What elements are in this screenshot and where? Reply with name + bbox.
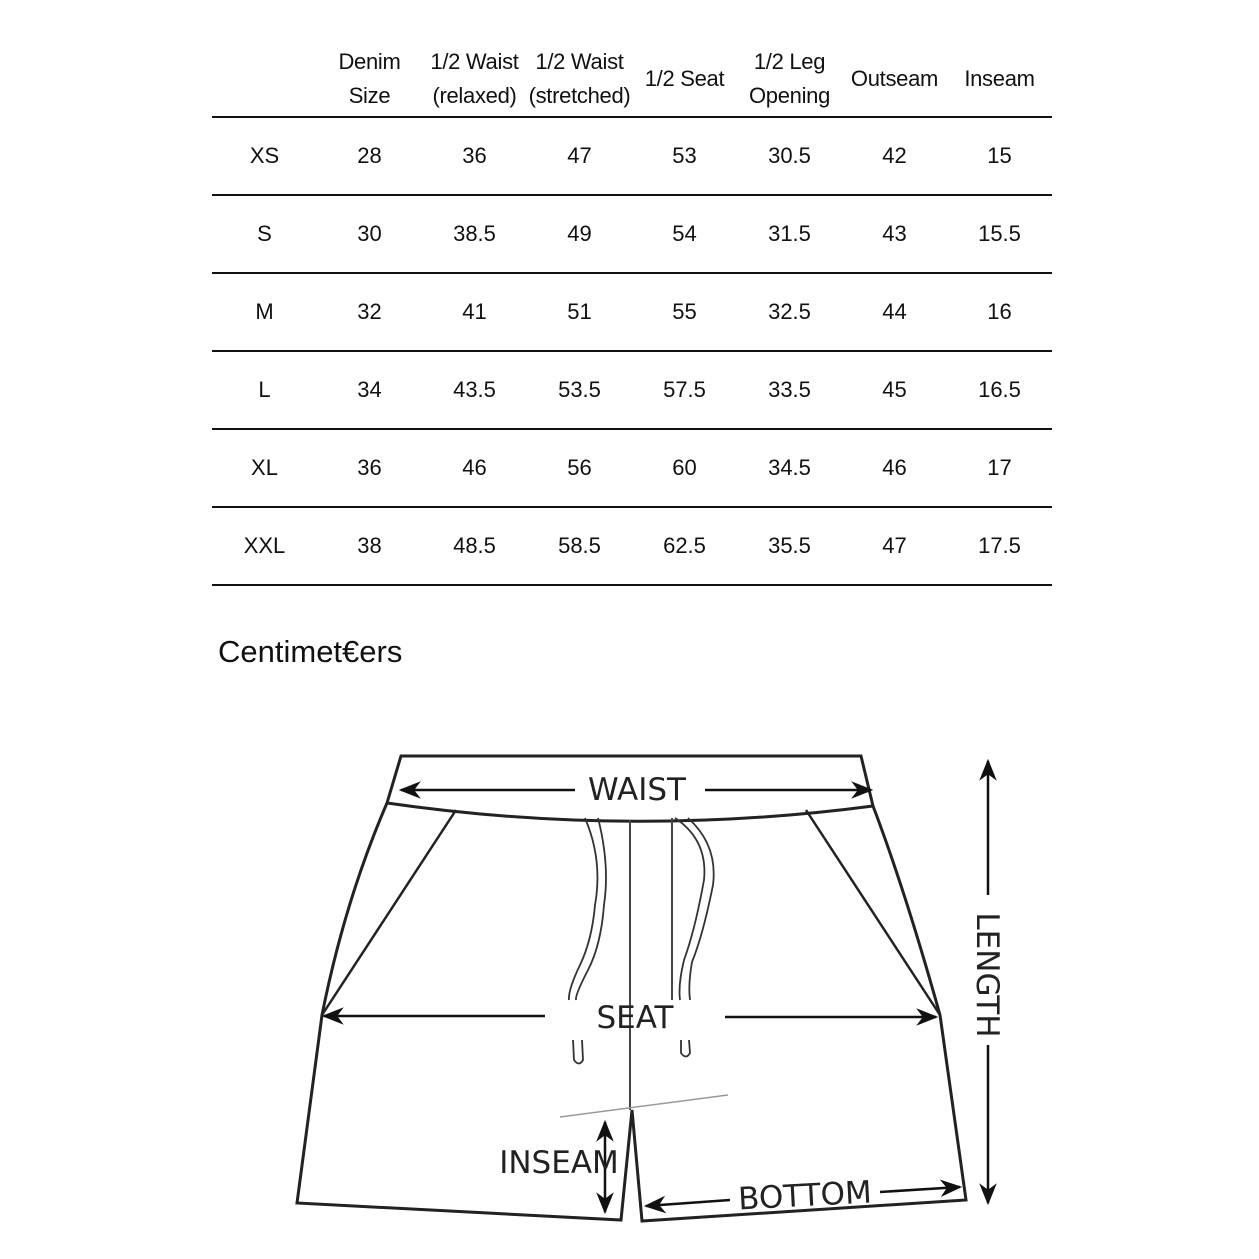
measurement-cell: 53.5 (527, 351, 632, 429)
bottom-label: BOTTOM (737, 1174, 873, 1218)
header-half-waist-stretched: 1/2 Waist (stretched) (527, 42, 632, 117)
measurement-cell: 46 (422, 429, 527, 507)
drawstring-tip-right (681, 1040, 690, 1057)
size-label-cell: XS (212, 117, 317, 195)
measurement-cell: 38.5 (422, 195, 527, 273)
bottom-arrow-left (646, 1200, 730, 1206)
seat-label: SEAT (596, 1000, 674, 1036)
measurement-cell: 16.5 (947, 351, 1052, 429)
measurement-cell: 35.5 (737, 507, 842, 585)
measurement-cell: 43 (842, 195, 947, 273)
size-label-cell: XXL (212, 507, 317, 585)
measurement-cell: 48.5 (422, 507, 527, 585)
measurement-cell: 34.5 (737, 429, 842, 507)
header-half-seat: 1/2 Seat (632, 42, 737, 117)
header-half-waist-relaxed: 1/2 Waist (relaxed) (422, 42, 527, 117)
measurement-cell: 62.5 (632, 507, 737, 585)
measurement-cell: 30.5 (737, 117, 842, 195)
length-label: LENGTH (969, 912, 1005, 1038)
drawstring-right (675, 818, 714, 1000)
measurement-cell: 33.5 (737, 351, 842, 429)
size-label-cell: XL (212, 429, 317, 507)
measurement-cell: 45 (842, 351, 947, 429)
inseam-label: INSEAM (499, 1145, 619, 1181)
measurement-cell: 36 (422, 117, 527, 195)
drawstring-tip-left (573, 1040, 583, 1064)
measurement-cell: 44 (842, 273, 947, 351)
bottom-arrow-right (880, 1187, 960, 1192)
drawstring-left (569, 818, 606, 1000)
measurement-cell: 43.5 (422, 351, 527, 429)
measurement-cell: 32.5 (737, 273, 842, 351)
measurement-cell: 47 (527, 117, 632, 195)
measurement-cell: 49 (527, 195, 632, 273)
measurement-cell: 28 (317, 117, 422, 195)
measurement-cell: 17 (947, 429, 1052, 507)
header-inseam: Inseam (947, 42, 1052, 117)
right-pocket-line (806, 810, 940, 1015)
measurement-cell: 32 (317, 273, 422, 351)
measurement-cell: 38 (317, 507, 422, 585)
measurement-cell: 15.5 (947, 195, 1052, 273)
waist-label: WAIST (588, 772, 686, 808)
header-denim-size: Denim Size (317, 42, 422, 117)
measurement-cell: 16 (947, 273, 1052, 351)
measurement-cell: 55 (632, 273, 737, 351)
measurement-cell: 51 (527, 273, 632, 351)
measurement-cell: 42 (842, 117, 947, 195)
measurement-cell: 36 (317, 429, 422, 507)
measurement-cell: 58.5 (527, 507, 632, 585)
measurement-cell: 15 (947, 117, 1052, 195)
crotch-seam (560, 1095, 728, 1117)
size-label-cell: L (212, 351, 317, 429)
measurement-cell: 54 (632, 195, 737, 273)
measurement-cell: 34 (317, 351, 422, 429)
left-pocket-line (322, 810, 456, 1015)
measurement-cell: 30 (317, 195, 422, 273)
measurement-cell: 56 (527, 429, 632, 507)
measurement-cell: 60 (632, 429, 737, 507)
measurement-cell: 47 (842, 507, 947, 585)
size-label-cell: S (212, 195, 317, 273)
measurement-cell: 17.5 (947, 507, 1052, 585)
size-label-cell: M (212, 273, 317, 351)
measurement-cell: 41 (422, 273, 527, 351)
header-outseam: Outseam (842, 42, 947, 117)
measurement-cell: 46 (842, 429, 947, 507)
header-half-leg-opening: 1/2 Leg Opening (737, 42, 842, 117)
measurement-cell: 57.5 (632, 351, 737, 429)
measurement-cell: 53 (632, 117, 737, 195)
unit-label: Centimet€ers (218, 634, 403, 669)
measurement-cell: 31.5 (737, 195, 842, 273)
